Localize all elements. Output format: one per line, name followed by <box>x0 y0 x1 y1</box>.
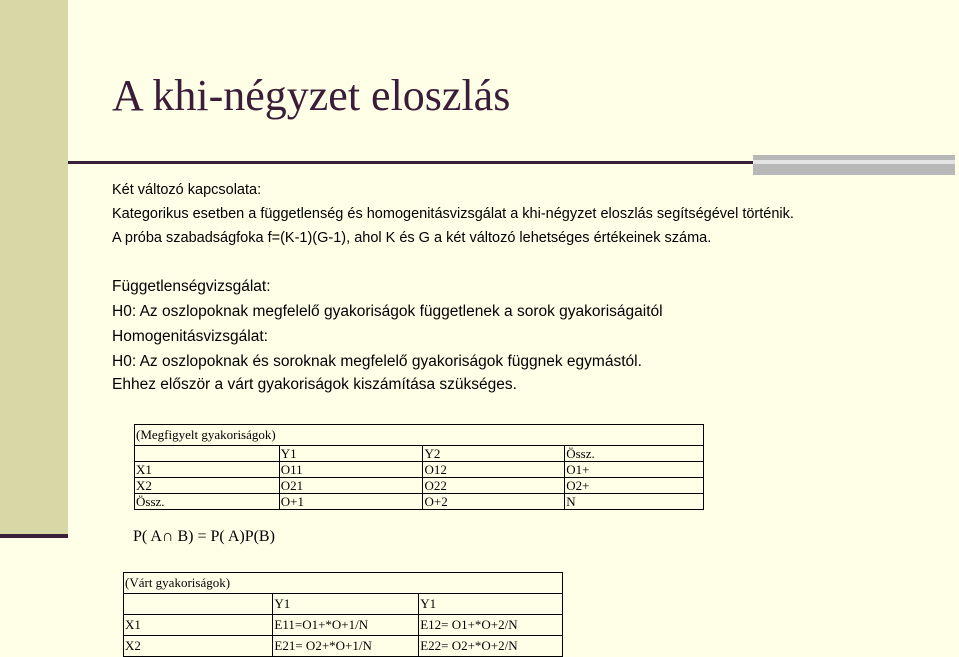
table-header-cell: Össz. <box>565 446 704 462</box>
table-cell: O1+ <box>565 462 704 478</box>
observed-frequencies-table <box>134 424 704 510</box>
paragraph-intro: Két változó kapcsolata: <box>112 182 262 198</box>
table-cell <box>135 446 280 462</box>
table-cell <box>124 594 273 615</box>
table-row-label: X1 <box>135 462 280 478</box>
paragraph-independence-heading: Függetlenségvizsgálat: <box>112 278 271 295</box>
table-cell: O11 <box>279 462 423 478</box>
table-row-label: X2 <box>124 636 273 657</box>
table-cell: E22= O2+*O+2/N <box>419 636 563 657</box>
paragraph-homogeneity-heading: Homogenitásvizsgálat: <box>112 328 268 345</box>
table-header-cell: Y2 <box>423 446 565 462</box>
table-cell: E21= O2+*O+1/N <box>273 636 419 657</box>
slide-title: A khi-négyzet eloszlás <box>112 71 511 120</box>
table-row-label: X2 <box>135 478 280 494</box>
table-cell: O+1 <box>279 494 423 510</box>
table-row-label: X1 <box>124 615 273 636</box>
table-row <box>124 636 563 657</box>
table-row <box>135 478 704 494</box>
table-row-label: Össz. <box>135 494 280 510</box>
sidebar-rule <box>0 534 68 538</box>
paragraph-degrees-of-freedom: A próba szabadságfoka f=(K-1)(G-1), ahol K és G a két változó lehetséges értékeinek száma. <box>112 230 712 246</box>
table-header-cell: Y1 <box>273 594 419 615</box>
expected-table-caption: (Várt gyakoriságok) <box>124 573 563 594</box>
table-cell: O22 <box>423 478 565 494</box>
table-cell: O2+ <box>565 478 704 494</box>
left-sidebar-band <box>0 0 68 537</box>
table-header-cell: Y1 <box>419 594 563 615</box>
observed-table-caption: (Megfigyelt gyakoriságok) <box>135 425 704 446</box>
paragraph-homogeneity-h0: H0: Az oszlopoknak és soroknak megfelelő gyakoriságok függnek egymástól. <box>112 353 642 370</box>
table-row <box>135 494 704 510</box>
table-header-cell: Y1 <box>279 446 423 462</box>
probability-formula: P( A∩ B) = P( A)P(B) <box>133 528 275 545</box>
table-cell: E11=O1+*O+1/N <box>273 615 419 636</box>
paragraph-categorical: Kategorikus esetben a függetlenség és homogenitásvizsgálat a khi-négyzet eloszlás segítségével történik. <box>112 206 794 222</box>
paragraph-expected-note: Ehhez először a várt gyakoriságok kiszámítása szükséges. <box>112 376 517 393</box>
table-cell: O+2 <box>423 494 565 510</box>
accent-bar <box>753 155 955 175</box>
table-row <box>124 594 563 615</box>
paragraph-independence-h0: H0: Az oszlopoknak megfelelő gyakoriságok függetlenek a sorok gyakoriságaitól <box>112 303 663 320</box>
table-cell: O21 <box>279 478 423 494</box>
title-rule <box>68 161 753 164</box>
table-cell: O12 <box>423 462 565 478</box>
table-row <box>135 462 704 478</box>
table-row <box>124 615 563 636</box>
table-cell: E12= O1+*O+2/N <box>419 615 563 636</box>
table-cell: N <box>565 494 704 510</box>
expected-frequencies-table <box>123 572 563 657</box>
table-row <box>135 446 704 462</box>
